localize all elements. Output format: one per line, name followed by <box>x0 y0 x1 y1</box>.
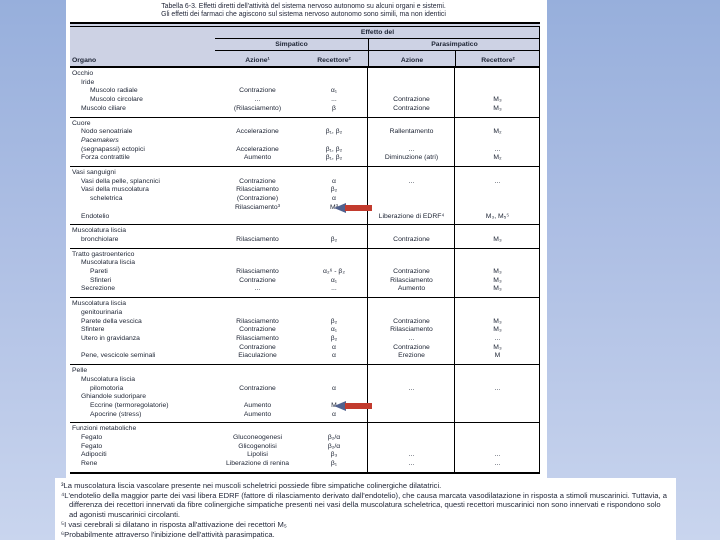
cell-pr <box>455 120 540 129</box>
cell-pa: Aumento <box>397 285 426 293</box>
cell-sr <box>300 376 368 385</box>
cell-sr: ... <box>331 285 337 293</box>
cell-sr <box>300 259 368 268</box>
cell-sr <box>300 309 368 318</box>
cell-sa: Gluconeogenesi <box>232 434 283 442</box>
organ-cell: Adipociti <box>81 451 107 459</box>
symp-receptor-column-header: Recettore² <box>317 57 351 64</box>
cell-sr: β₂/α <box>327 434 341 442</box>
cell-sr: β₁, β₂ <box>325 145 343 153</box>
footnote: ³La muscolatura liscia vascolare presente nei muscoli scheletrici possiede fibre simpatiche colinergiche dilatatrici. <box>61 481 442 490</box>
cell-sa: Contrazione <box>239 326 276 334</box>
cell-sr: M³ <box>300 204 368 213</box>
cell-sa <box>215 79 300 88</box>
cell-pr <box>455 376 540 385</box>
organ-cell: Sfintere <box>81 326 105 334</box>
cell-sa: Accelerazione <box>236 128 279 136</box>
table-row <box>70 128 540 137</box>
organ-cell: Vasi della muscolatura <box>81 186 149 194</box>
cell-sa <box>215 213 300 222</box>
cell-sa <box>215 137 300 146</box>
organ-cell: Utero in gravidanza <box>81 334 140 342</box>
table-row <box>70 326 540 335</box>
table-column-divider <box>539 68 540 472</box>
cell-sr <box>300 137 368 146</box>
cell-pr: ... <box>494 451 501 459</box>
effect-header-row <box>70 27 540 39</box>
organ-cell: Sfinteri <box>90 276 112 284</box>
effect-header-label: Effetto del <box>215 27 540 39</box>
cell-pa <box>368 309 455 318</box>
table-row <box>70 268 540 277</box>
cell-pa: ... <box>408 460 415 468</box>
cell-sr: β₁, β₂ <box>325 128 343 136</box>
cell-pr <box>455 79 540 88</box>
footnote: ⁵I vasi cerebrali si dilatano in risposta all'attivazione dei recettori M₅ <box>61 519 287 529</box>
cell-sa: Contrazione <box>239 343 276 351</box>
cell-pr <box>455 137 540 146</box>
organ-cell: Forza contrattile <box>81 154 130 162</box>
cell-pr: ... <box>494 460 501 468</box>
cell-pr: ... <box>494 334 501 342</box>
cell-pr <box>455 309 540 318</box>
cell-pr <box>455 434 540 443</box>
cell-sa <box>215 309 300 318</box>
cell-sr <box>300 213 368 222</box>
cell-pa <box>368 227 455 236</box>
table-section <box>70 364 540 422</box>
cell-pr: M₃ <box>493 317 502 325</box>
organ-cell: Pelle <box>72 367 88 375</box>
cell-pa: Contrazione <box>393 104 430 112</box>
organ-cell: Endotelio <box>81 212 110 220</box>
cell-pr <box>455 251 540 260</box>
table-row <box>70 425 540 434</box>
table-row <box>70 367 540 376</box>
organ-cell: Pacemakers <box>81 136 119 144</box>
cell-pa <box>368 204 455 213</box>
cell-sa: Contrazione <box>239 384 276 392</box>
organ-cell: Parete della vescica <box>81 317 142 325</box>
cell-pr <box>455 425 540 434</box>
cell-sr: α₁ <box>330 87 338 95</box>
cell-pr: M₃, M₅⁵ <box>485 212 510 220</box>
cell-sa <box>215 70 300 79</box>
table-row <box>70 137 540 146</box>
cell-sr: β₃ <box>330 451 338 459</box>
group-header-row <box>70 39 540 51</box>
cell-sa: Aumento <box>243 401 272 409</box>
organ-cell: (segnapassi) ectopici <box>81 145 145 153</box>
table-body <box>70 68 540 474</box>
organ-cell: genitourinaria <box>81 308 123 316</box>
table-panel <box>66 0 547 478</box>
cell-sa: Contrazione <box>239 177 276 185</box>
cell-sa <box>215 367 300 376</box>
cell-pr: M₃ <box>493 235 502 243</box>
cell-pr <box>455 87 540 96</box>
cell-sa: ... <box>254 285 261 293</box>
organ-cell <box>70 344 215 353</box>
cell-sa: Rilasciamento <box>236 334 279 342</box>
cell-pa <box>368 169 455 178</box>
cell-pa <box>368 425 455 434</box>
table-row <box>70 352 540 361</box>
cell-pa <box>368 186 455 195</box>
cell-sr: β₁, β₂ <box>325 154 343 162</box>
cell-pr <box>455 300 540 309</box>
column-header-row <box>70 51 540 66</box>
cell-sr <box>300 425 368 434</box>
organ-cell: Muscolo radiale <box>90 87 138 95</box>
cell-pr <box>455 227 540 236</box>
cell-pa <box>368 376 455 385</box>
cell-sr <box>300 70 368 79</box>
organ-cell: Iride <box>81 78 95 86</box>
cell-sr: α₂⁶ - β₂ <box>323 268 345 276</box>
cell-sr <box>300 251 368 260</box>
footnote: ⁴L'endotelio della maggior parte dei vasi libera EDRF (fattore di rilasciamento derivato dall'endotelio), che causa marcata vasodilatazione in risposta a stimoli muscarinici. Tuttavia, a differenza dei recettori innervati da fibre colinergiche simpatiche presenti nei vasi della muscolatura scheletrica, questi recettori muscarinici non sono innervati e rispondono solo ad agonisti muscarinici circolanti. <box>61 490 667 520</box>
table-row <box>70 105 540 114</box>
cell-sa <box>215 376 300 385</box>
cell-pa: ... <box>408 177 415 185</box>
cell-sa: (Rilasciamento) <box>233 104 282 112</box>
cell-pr: M₃ <box>493 326 502 334</box>
organ-cell: Vasi sanguigni <box>72 169 116 177</box>
cell-pa <box>368 87 455 96</box>
cell-pa: ... <box>408 145 415 153</box>
cell-sa: Liberazione di renina <box>225 460 290 468</box>
cell-pa <box>368 259 455 268</box>
table-row <box>70 285 540 294</box>
table-section <box>70 422 540 472</box>
cell-sr: β₂ <box>330 317 338 325</box>
table-row <box>70 393 540 402</box>
table-row <box>70 186 540 195</box>
organ-cell: Muscolatura liscia <box>81 375 136 383</box>
cell-pa <box>368 393 455 402</box>
cell-pr <box>455 393 540 402</box>
cell-sr: α <box>332 410 336 418</box>
cell-pa: Rallentamento <box>389 128 434 136</box>
cell-pr <box>455 367 540 376</box>
cell-sr: β₂ <box>330 186 338 194</box>
table-row <box>70 259 540 268</box>
table-row <box>70 277 540 286</box>
organ-cell: Eccrine (termoregolatorie) <box>90 401 169 409</box>
cell-pa <box>368 120 455 129</box>
cell-sa: Contrazione <box>239 276 276 284</box>
cell-pa <box>368 195 455 204</box>
table-row <box>70 335 540 344</box>
cell-sa <box>215 120 300 129</box>
cell-sa <box>215 300 300 309</box>
organ-cell: Fegato <box>81 442 103 450</box>
organ-cell: Secrezione <box>81 285 116 293</box>
organ-cell: Vasi della pelle, splancnici <box>81 177 160 185</box>
table-section <box>70 224 540 247</box>
cell-sa: Contrazione <box>239 87 276 95</box>
cell-sa: Glicogenolisi <box>238 442 277 450</box>
cell-pr <box>455 443 540 452</box>
organ-cell: Cuore <box>72 119 91 127</box>
cell-pa <box>368 443 455 452</box>
footnotes-panel <box>55 478 676 540</box>
cell-pr <box>455 195 540 204</box>
table-title-line1: Tabella 6-3. Effetti diretti dell'attività del sistema nervoso autonomo su alcuni organi e sistemi. <box>161 3 446 10</box>
organ-cell: Fegato <box>81 434 103 442</box>
table-section <box>70 248 540 298</box>
cell-pr: M <box>494 352 501 360</box>
cell-pa <box>368 411 455 420</box>
table-row <box>70 227 540 236</box>
cell-pa: Erezione <box>398 352 425 360</box>
organ-cell: Muscolo ciliare <box>81 104 126 112</box>
organ-cell: Tratto gastroenterico <box>72 250 135 258</box>
table-row <box>70 79 540 88</box>
organ-cell: Occhio <box>72 70 94 77</box>
cell-pa: Contrazione <box>393 343 430 351</box>
table-row <box>70 120 540 129</box>
table-row <box>70 434 540 443</box>
cell-pr <box>455 402 540 411</box>
cell-pa <box>368 137 455 146</box>
cell-pr <box>455 186 540 195</box>
cell-pa: Rilasciamento <box>390 326 433 334</box>
table-row <box>70 204 540 213</box>
cell-pa <box>368 434 455 443</box>
table-row <box>70 443 540 452</box>
cell-sa: Lipolisi <box>247 451 268 459</box>
cell-sa: (Contrazione) <box>236 195 279 203</box>
cell-pr: M₃ <box>493 96 502 104</box>
cell-sa: Aumento <box>243 410 272 418</box>
organ-cell: Nodo senoatriale <box>81 128 133 136</box>
cell-sr <box>300 79 368 88</box>
table-row <box>70 236 540 245</box>
cell-sr: α <box>332 195 336 203</box>
table-row <box>70 385 540 394</box>
cell-pr: M₃ <box>493 285 502 293</box>
organ-cell: Funzioni metaboliche <box>72 425 137 433</box>
cell-sr: M <box>300 402 368 411</box>
cell-sr <box>300 393 368 402</box>
table-column-divider <box>454 68 455 472</box>
cell-pr <box>455 411 540 420</box>
table-row <box>70 87 540 96</box>
parasympathetic-header: Parasimpatico <box>368 39 540 51</box>
cell-pa: Liberazione di EDRF⁴ <box>378 212 445 220</box>
cell-pa <box>368 402 455 411</box>
cell-sr <box>300 300 368 309</box>
table-row <box>70 451 540 460</box>
cell-pa <box>368 251 455 260</box>
cell-pa: ... <box>408 334 415 342</box>
table-section <box>70 117 540 167</box>
organ-cell: pilomotoria <box>90 384 124 392</box>
organ-cell: Muscolatura liscia <box>72 300 127 308</box>
cell-sr: α <box>332 384 336 392</box>
footnote: ⁶Probabilmente attraverso l'inibizione dell'attività parasimpatica. <box>61 529 275 539</box>
organ-cell: Rene <box>81 460 98 468</box>
cell-sr <box>300 227 368 236</box>
organ-column-header: Organo <box>72 57 97 64</box>
table-row <box>70 309 540 318</box>
cell-pr: M₃ <box>493 268 502 276</box>
table-section <box>70 166 540 224</box>
organ-cell: Pareti <box>90 268 108 276</box>
table-row <box>70 70 540 79</box>
cell-sr: α₁ <box>330 326 338 334</box>
cell-pa: Contrazione <box>393 96 430 104</box>
cell-pr: ... <box>494 177 501 185</box>
cell-pr: M₃ <box>493 104 502 112</box>
cell-pa <box>368 70 455 79</box>
cell-sa: Rilasciamento <box>236 268 279 276</box>
sympathetic-header: Simpatico <box>215 39 368 51</box>
cell-sa <box>215 227 300 236</box>
cell-pa: ... <box>408 384 415 392</box>
cell-pr <box>455 70 540 79</box>
cell-sr <box>300 169 368 178</box>
cell-pa: Contrazione <box>393 235 430 243</box>
cell-sr: β <box>332 104 336 112</box>
cell-sa <box>215 259 300 268</box>
cell-pa: Contrazione <box>393 268 430 276</box>
cell-sa: Rilasciamento³ <box>235 203 280 211</box>
table-title <box>68 3 539 19</box>
cell-pr: ... <box>494 384 501 392</box>
cell-sa <box>215 425 300 434</box>
symp-action-column-header: Azione¹ <box>245 57 270 64</box>
cell-pa <box>368 367 455 376</box>
organ-cell: Muscolatura liscia <box>81 259 136 267</box>
table-row <box>70 300 540 309</box>
table-title-line2: Gli effetti dei farmaci che agiscono sul sistema nervoso autonomo sono simili, ma non identici <box>161 11 446 18</box>
cell-sr: α <box>332 352 336 360</box>
table-section <box>70 68 540 117</box>
cell-sr: α₁ <box>330 276 338 284</box>
table-column-divider <box>367 68 368 472</box>
cell-sa: Aumento <box>243 154 272 162</box>
cell-sa: Rilasciamento <box>236 317 279 325</box>
cell-pr <box>455 259 540 268</box>
table-row <box>70 318 540 327</box>
table-row <box>70 376 540 385</box>
table-row <box>70 169 540 178</box>
organ-cell: Apocrine (stress) <box>90 410 142 418</box>
organ-cell <box>70 204 215 213</box>
table-row <box>70 344 540 353</box>
cell-sr <box>300 120 368 129</box>
table-row <box>70 178 540 187</box>
cell-sr: α <box>332 177 336 185</box>
table-row <box>70 146 540 155</box>
cell-pa: Diminuzione (atri) <box>384 154 439 162</box>
organ-cell: Ghiandole sudoripare <box>81 393 146 401</box>
cell-pa: Contrazione <box>393 317 430 325</box>
group-header-spacer <box>70 39 215 51</box>
cell-pr: M₂ <box>493 128 502 136</box>
cell-pr: ... <box>494 145 501 153</box>
organ-cell: bronchiolare <box>81 235 119 243</box>
cell-pr <box>455 204 540 213</box>
cell-sr: β₂/α <box>327 442 341 450</box>
effect-header-spacer <box>70 27 215 39</box>
table-row <box>70 195 540 204</box>
cell-pa <box>368 79 455 88</box>
cell-sr: ... <box>331 96 337 104</box>
cell-sa: ... <box>254 96 261 104</box>
cell-pr <box>455 169 540 178</box>
cell-sa: Rilasciamento <box>236 186 279 194</box>
table-row <box>70 96 540 105</box>
cell-sa: Eiaculazione <box>238 352 277 360</box>
cell-pa <box>368 300 455 309</box>
cell-sr <box>300 367 368 376</box>
table-row <box>70 213 540 222</box>
cell-pa: Rilasciamento <box>390 276 433 284</box>
table-row <box>70 411 540 420</box>
cell-sa: Accelerazione <box>236 145 279 153</box>
cell-sr: α <box>332 343 336 351</box>
table-row <box>70 402 540 411</box>
cell-sa <box>215 393 300 402</box>
cell-sa <box>215 169 300 178</box>
table-row <box>70 154 540 163</box>
cell-pr: M₃ <box>493 343 502 351</box>
table-row <box>70 251 540 260</box>
organ-cell: Pene, vescicole seminali <box>81 352 156 360</box>
cell-pa: ... <box>408 451 415 459</box>
table-row <box>70 460 540 469</box>
cell-sr: β₂ <box>330 235 338 243</box>
cell-sr: β₁ <box>330 460 338 468</box>
cell-pr: M₂ <box>493 154 502 162</box>
autonomic-effects-table <box>70 22 540 474</box>
organ-cell: Muscolatura liscia <box>72 227 127 235</box>
cell-sa: Rilasciamento <box>236 235 279 243</box>
cell-sa <box>215 251 300 260</box>
table-section <box>70 297 540 364</box>
para-receptor-column-header: Recettore² <box>455 51 540 66</box>
organ-cell: Muscolo circolare <box>90 96 143 104</box>
para-action-column-header: Azione <box>368 51 455 66</box>
cell-sr: β₂ <box>330 334 338 342</box>
cell-pr: M₃ <box>493 276 502 284</box>
organ-cell: scheletrica <box>90 195 123 203</box>
